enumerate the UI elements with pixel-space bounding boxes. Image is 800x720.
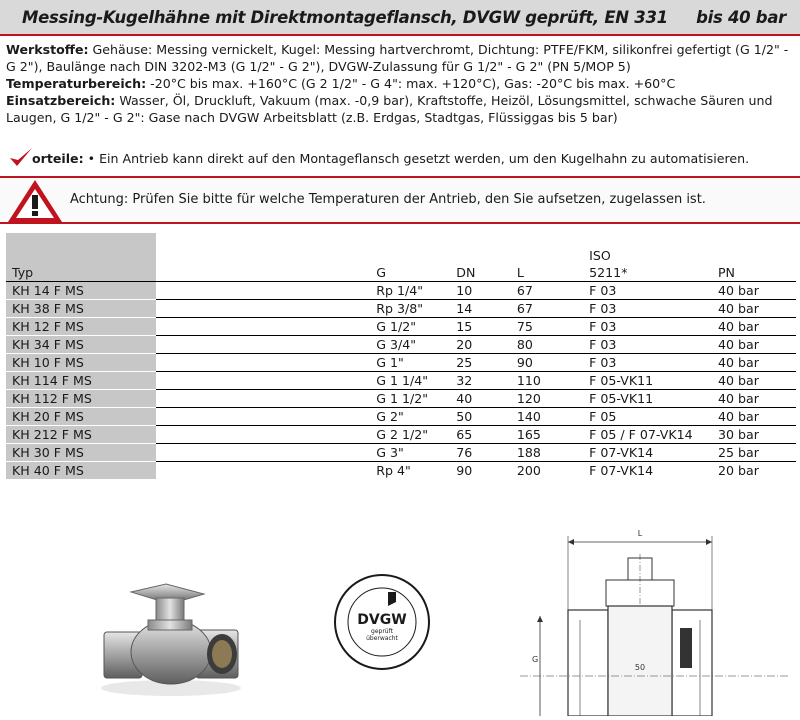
cell-spacer [156,336,372,354]
einsatz-label: Einsatzbereich: [6,93,116,108]
table-row [6,282,796,300]
table-row [6,408,796,426]
table-row [6,300,796,318]
checkmark-icon [8,146,34,173]
cell-dn: 76 [456,444,517,462]
cell-pn: 40 bar [718,354,796,372]
table-row [6,462,796,480]
cell-spacer [156,300,372,318]
dvgw-sub2: überwacht [366,635,398,642]
cell-dn: 15 [456,318,517,336]
technical-drawing [520,520,790,720]
cell-dn: 90 [456,462,517,480]
dimension-l: L [637,529,643,538]
dvgw-seal [332,572,432,676]
cell-iso: F 03 [589,300,718,318]
cell-l: 67 [517,300,589,318]
page-header [0,0,800,36]
cell-g: G 2" [372,408,456,426]
col-header-pn: PN [718,233,796,282]
col-header-iso-bottom: 5211* [589,265,628,280]
cell-l: 110 [517,372,589,390]
table-row [6,372,796,390]
cell-typ: KH 40 F MS [6,462,156,480]
col-header-spacer [156,233,372,282]
cell-dn: 20 [456,336,517,354]
cell-spacer [156,282,372,300]
werkstoffe-paragraph [6,41,796,75]
cell-typ: KH 112 F MS [6,390,156,408]
col-header-dn: DN [456,233,517,282]
cell-typ: KH 38 F MS [6,300,156,318]
cell-dn: 50 [456,408,517,426]
table-row [6,336,796,354]
cell-iso: F 05-VK11 [589,390,718,408]
page-title: Messing-Kugelhähne mit Direktmontageflansch, DVGW geprüft, EN 331 [22,7,668,27]
cell-typ: KH 10 F MS [6,354,156,372]
cell-typ: KH 212 F MS [6,426,156,444]
cell-l: 80 [517,336,589,354]
col-header-l: L [517,233,589,282]
cell-typ: KH 114 F MS [6,372,156,390]
body-marking: 50 [634,663,646,672]
cell-pn: 40 bar [718,318,796,336]
cell-pn: 25 bar [718,444,796,462]
cell-spacer [156,354,372,372]
cell-pn: 30 bar [718,426,796,444]
cell-dn: 14 [456,300,517,318]
cell-typ: KH 20 F MS [6,408,156,426]
cell-g: G 1 1/2" [372,390,456,408]
cell-dn: 10 [456,282,517,300]
warning-banner [0,176,800,224]
cell-dn: 32 [456,372,517,390]
cell-pn: 40 bar [718,282,796,300]
cell-spacer [156,390,372,408]
vorteile-description: • Ein Antrieb kann direkt auf den Montageflansch gesetzt werden, um den Kugelhahn zu automatisieren. [83,151,750,166]
cell-iso: F 03 [589,336,718,354]
cell-typ: KH 12 F MS [6,318,156,336]
werkstoffe-text: Gehäuse: Messing vernickelt, Kugel: Messing hartverchromt, Dichtung: PTFE/FKM, silikonfrei gefertigt (G 1/2" - G 2"), Baulänge nach DIN 3202-M3 (G 1/2" - G 2"), DVGW-Zulassung für G 1/2" - G 2" (PN 5/MOP 5) [6,42,789,74]
cell-spacer [156,462,372,480]
cell-typ: KH 34 F MS [6,336,156,354]
cell-l: 120 [517,390,589,408]
specifications [6,41,796,126]
cell-pn: 40 bar [718,372,796,390]
cell-l: 75 [517,318,589,336]
cell-spacer [156,426,372,444]
table-row [6,390,796,408]
cell-spacer [156,372,372,390]
cell-g: Rp 1/4" [372,282,456,300]
ball-valve-image [86,580,256,704]
cell-typ: KH 30 F MS [6,444,156,462]
col-header-g: G [372,233,456,282]
vorteile-text [32,151,749,166]
temperatur-label: Temperaturbereich: [6,76,147,91]
cell-iso: F 03 [589,354,718,372]
col-header-iso-top: ISO [589,248,611,263]
cell-pn: 20 bar [718,462,796,480]
cell-g: Rp 4" [372,462,456,480]
cell-l: 67 [517,282,589,300]
cell-pn: 40 bar [718,408,796,426]
cell-g: G 1" [372,354,456,372]
cell-l: 165 [517,426,589,444]
col-header-iso [589,233,718,282]
vorteile-row [6,146,796,172]
cell-pn: 40 bar [718,300,796,318]
cell-pn: 40 bar [718,390,796,408]
cell-iso: F 07-VK14 [589,444,718,462]
temperatur-text: -20°C bis max. +160°C (G 2 1/2" - G 4": max. +120°C), Gas: -20°C bis max. +60°C [146,76,676,91]
einsatz-paragraph [6,92,796,126]
cell-g: G 1/2" [372,318,456,336]
cell-l: 90 [517,354,589,372]
vorteile-label: orteile: [32,151,84,166]
cell-iso: F 05 / F 07-VK14 [589,426,718,444]
cell-iso: F 05 [589,408,718,426]
warning-text: Achtung: Prüfen Sie bitte für welche Temperaturen der Antrieb, den Sie aufsetzen, zugelassen ist. [70,192,706,207]
table-header-row [6,233,796,282]
cell-iso: F 07-VK14 [589,462,718,480]
cell-g: G 1 1/4" [372,372,456,390]
table-row [6,444,796,462]
cell-iso: F 05-VK11 [589,372,718,390]
cell-pn: 40 bar [718,336,796,354]
cell-g: G 3/4" [372,336,456,354]
cell-dn: 65 [456,426,517,444]
temperatur-paragraph [6,75,796,92]
werkstoffe-label: Werkstoffe: [6,42,89,57]
table-row [6,318,796,336]
cell-dn: 25 [456,354,517,372]
cell-g: G 3" [372,444,456,462]
table-row [6,354,796,372]
cell-dn: 40 [456,390,517,408]
cell-spacer [156,318,372,336]
cell-iso: F 03 [589,282,718,300]
einsatz-text: Wasser, Öl, Druckluft, Vakuum (max. -0,9 bar), Kraftstoffe, Heizöl, Lösungsmittel, schwache Säuren und Laugen, G 1/2" - G 2": Gase nach DVGW Arbeitsblatt (z.B. Erdgas, Stadtgas, Flüssiggas bis 5 bar) [6,93,773,125]
dimension-g: G [532,655,539,664]
product-images [0,520,800,716]
product-table [6,233,796,479]
table-row [6,426,796,444]
warning-icon [6,178,64,228]
cell-g: Rp 3/8" [372,300,456,318]
cell-typ: KH 14 F MS [6,282,156,300]
cell-l: 188 [517,444,589,462]
cell-spacer [156,444,372,462]
dvgw-sub1: geprüft [371,628,393,635]
cell-l: 200 [517,462,589,480]
cell-l: 140 [517,408,589,426]
cell-spacer [156,408,372,426]
pressure-rating: bis 40 bar [696,7,786,27]
cell-g: G 2 1/2" [372,426,456,444]
cell-iso: F 03 [589,318,718,336]
dvgw-logo-text: DVGW [357,612,407,628]
col-header-typ: Typ [6,233,156,282]
